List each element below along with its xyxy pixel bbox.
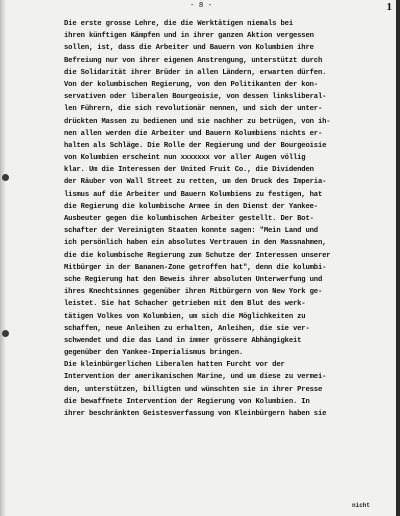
text-line: halten als Schläge. Die Rolle der Regierung und der Bourgeoisie bbox=[64, 141, 327, 150]
page-number: - 8 - bbox=[190, 2, 213, 10]
text-line: sollen, ist, dass die Arbeiter und Bauern von Kolumbien ihre bbox=[64, 44, 314, 53]
text-line: schaffen, neue Anleihen zu erhalten, Anleihen, die sie ver- bbox=[64, 324, 310, 333]
text-line: die Solidarität ihrer Brüder in allen Ländern, erwarten dürfen. bbox=[64, 68, 327, 77]
text-line: servativen oder liberalen Bourgeoisie, von dessen linksliberal- bbox=[64, 93, 327, 102]
text-line: ihres Knechtsinnes gegenüber ihren Mitbürgern von New York ge- bbox=[64, 288, 323, 297]
text-line: klar. Um die Interessen der United Fruit Co., die Dividenden bbox=[64, 166, 314, 175]
punch-hole-top bbox=[2, 174, 9, 181]
text-line: ihrer beschränkten Geistesverfassung von Kleinbürgern haben sie bbox=[64, 410, 327, 418]
text-line: tätigen Volkes von Kolumbien, um sich die Möglichkeiten zu bbox=[64, 312, 306, 321]
typewritten-text-block bbox=[64, 18, 396, 420]
text-line: len Führern, die sich revolutionär nennen, und sich der unter- bbox=[64, 105, 323, 114]
text-line: drückten Massen zu bedienen und sie nachher zu betrügen, von ih- bbox=[64, 117, 331, 126]
page-right-edge bbox=[396, 0, 400, 516]
text-line: den, unterstützen, billigten und wünschten sie in ihrer Presse bbox=[64, 385, 323, 394]
text-line: die bewaffnete Intervention der Regierung von Kolumbien. In bbox=[64, 397, 310, 406]
punch-hole-bottom bbox=[2, 330, 9, 337]
text-line: Von der kolumbischen Regierung, von den Politikanten der kon- bbox=[64, 80, 318, 89]
text-line: der Räuber von Wall Street zu retten, um den Druck des Imperia- bbox=[64, 178, 327, 187]
text-line: Ausbeuter gegen die kolumbischen Arbeiter gestellt. Der Bot- bbox=[64, 215, 314, 223]
text-line: Befreiung nur von ihrer eigenen Anstrengung, unterstützt durch bbox=[64, 56, 323, 65]
text-line: nen allen werden die Arbeiter und Bauern Kolumbiens nichts er- bbox=[64, 129, 323, 138]
text-line: ich persönlich haben ein absolutes Vertrauen in den Massnahmen, bbox=[64, 239, 327, 248]
margin-note: nicht bbox=[352, 502, 371, 509]
text-line: gegenüber den Yankee-Imperialismus bringen. bbox=[64, 349, 244, 358]
text-line: sche Regierung hat den Beweis ihrer absoluten Unterwerfung und bbox=[64, 275, 323, 284]
text-line: Die erste grosse Lehre, die die Werktätigen niemals bei bbox=[64, 20, 293, 28]
page-left-shadow bbox=[0, 0, 6, 516]
text-line: von Kolumbien erscheint nun xxxxxxx vor aller Augen völlig bbox=[64, 154, 306, 163]
text-line: Die kleinbürgerlichen Liberalen hatten Furcht vor der bbox=[64, 361, 285, 370]
handwritten-page-mark: 1 bbox=[386, 1, 392, 13]
text-line: lismus auf die Arbeiter und Bauern Kolumbiens zu festigen, hat bbox=[64, 190, 323, 199]
text-line: Mitbürger in der Bananen-Zone getroffen hat", denn die kolumbi- bbox=[64, 263, 327, 272]
text-line: die Regierung die kolumbische Armee in den Dienst der Yankee- bbox=[64, 202, 318, 211]
text-line: schwendet und die das Land in immer grössere Abhängigkeit bbox=[64, 336, 302, 345]
text-line: die die kolumbische Regierung zum Schutze der Interessen unserer bbox=[64, 251, 331, 260]
text-line: Intervention der amerikanischen Marine, und um diese zu vermei- bbox=[64, 373, 327, 382]
text-line: schafter der Vereinigten Staaten konnte sagen: "Mein Land und bbox=[64, 227, 318, 236]
text-line: ihren künftigen Kämpfen und in ihrer ganzen Aktion vergessen bbox=[64, 32, 314, 41]
text-line: leistet. Sie hat Schacher getrieben mit dem Blut des werk- bbox=[64, 300, 306, 309]
